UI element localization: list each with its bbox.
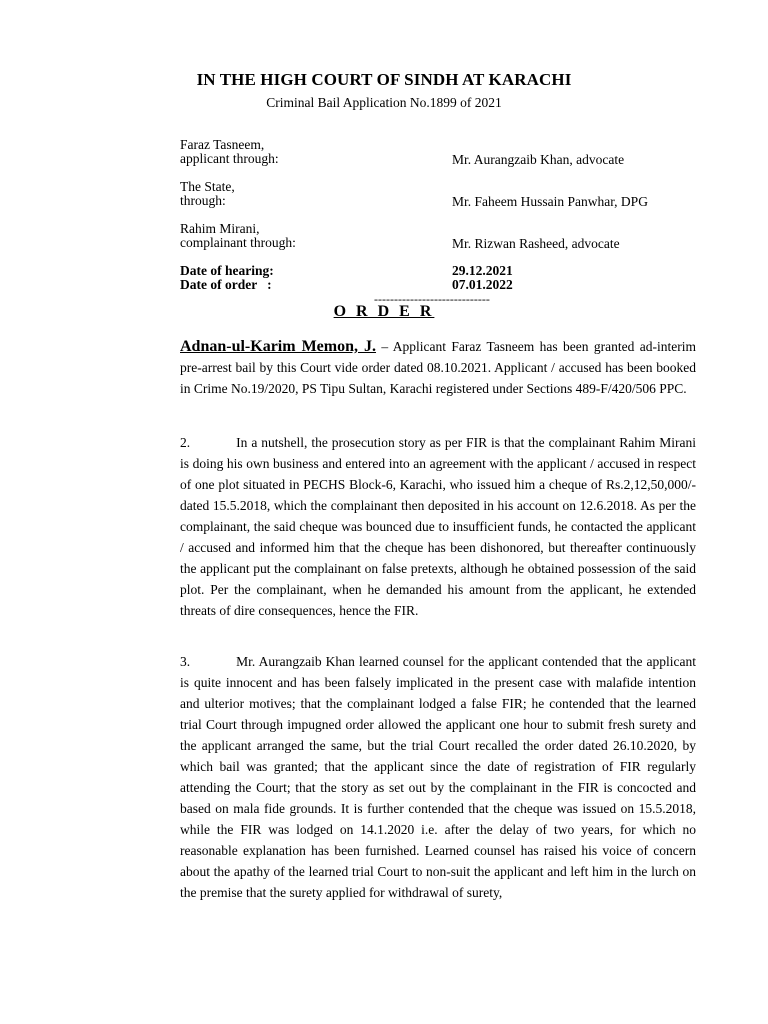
court-title: IN THE HIGH COURT OF SINDH AT KARACHI xyxy=(196,70,572,89)
party-name: Faraz Tasneem, xyxy=(180,137,265,152)
party-name: Rahim Mirani, xyxy=(180,221,260,236)
party-complainant xyxy=(180,222,296,250)
party-applicant xyxy=(180,138,279,166)
judge-name: Adnan-ul-Karim Memon, J. xyxy=(180,338,377,355)
date-of-order-label: Date of order : xyxy=(180,277,272,292)
counsel-applicant: Mr. Aurangzaib Khan, advocate xyxy=(452,152,625,167)
party-state xyxy=(180,180,235,208)
order-heading: O R D E R xyxy=(333,303,435,320)
paragraph-1-text: – Applicant Faraz Tasneem has been granted ad-interim pre-arrest bail by this Court vide order dated 08.10.2021. Applicant / accused has been booked in Crime No.19/2020, PS Tipu Sultan, Karachi registered under Sections 489-F/420/506 PPC. xyxy=(180,339,697,396)
paragraph-2-text: In a nutshell, the prosecution story as per FIR is that the complainant Rahim Mirani is doing his own business and entered into an agreement with the applicant / accused in respect of one plot situated in PECHS Block-6, Karachi, who issued him a cheque of Rs.2,12,50,000/- dated 15.5.2018, which the complainant then deposited in his account on 12.6.2018. As per the complainant, the said cheque was bounced due to insufficient funds, he contacted the applicant / accused and informed him that the cheque has been dishonored, but thereafter continuously the applicant put the complainant on false pretexts, although he obtained possession of the said plot. Per the complainant, when he demanded his amount from the applicant, he extended threats of dire consequences, hence the FIR. xyxy=(180,435,696,618)
party-name: The State, xyxy=(180,179,235,194)
paragraph-2 xyxy=(180,432,696,621)
paragraph-3-text: Mr. Aurangzaib Khan learned counsel for the applicant contended that the applicant is quite innocent and has been falsely implicated in the present case with malafide intention and ulterior motives; that the complainant lodged a false FIR; he contended that the learned trial Court through impugned order allowed the applicant one hour to submit fresh surety and the applicant arranged the same, but the trial Court recalled the order dated 26.10.2020, by which bail was granted; that the applicant since the date of registration of FIR regularly attending the Court; that the story as set out by the complainant in the FIR is concocted and based on mala fide grounds. It is further contended that the cheque was issued on 15.5.2018, while the FIR was lodged on 14.1.2020 i.e. after the delay of two years, for which no reasonable explanation has been furnished. Learned counsel has raised his voice of concern about the apathy of the learned trial Court to non-suit the applicant and left him in the lurch on the premise that the surety applied for withdrawal of surety, xyxy=(180,654,696,900)
paragraph-number: 3. xyxy=(180,654,191,669)
party-role: complainant through: xyxy=(180,235,296,250)
counsel-complainant: Mr. Rizwan Rasheed, advocate xyxy=(452,236,620,251)
date-of-hearing-value: 29.12.2021 xyxy=(452,263,513,278)
date-of-hearing-label: Date of hearing: xyxy=(180,263,274,278)
paragraph-number: 2. xyxy=(180,435,191,450)
dates-values xyxy=(452,264,513,292)
case-number: Criminal Bail Application No.1899 of 2021 xyxy=(266,95,502,110)
party-role: applicant through: xyxy=(180,151,279,166)
dates-labels xyxy=(180,264,274,292)
divider-line: ----------------------------- xyxy=(374,292,490,306)
paragraph-1 xyxy=(180,336,696,399)
date-of-order-value: 07.01.2022 xyxy=(452,277,513,292)
party-role: through: xyxy=(180,193,226,208)
counsel-state: Mr. Faheem Hussain Panwhar, DPG xyxy=(452,194,648,209)
paragraph-3 xyxy=(180,651,696,903)
